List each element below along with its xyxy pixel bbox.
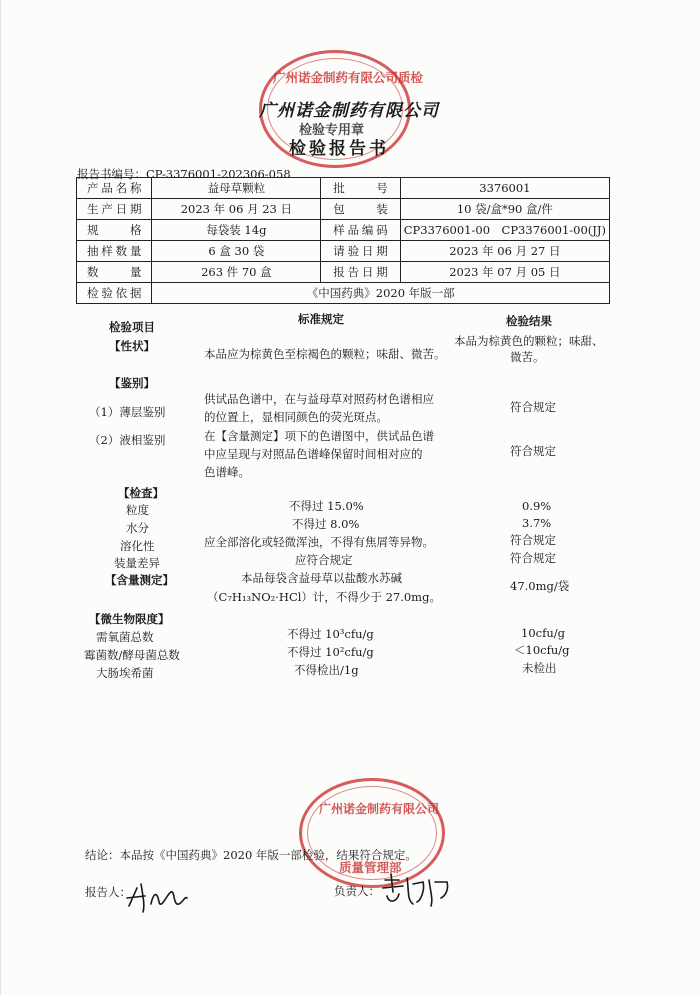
granularity-result: 0.9% bbox=[522, 499, 552, 513]
table-row bbox=[77, 220, 610, 241]
mold-label: 霉菌数/酵母菌总数 bbox=[84, 648, 180, 662]
moisture-label: 水分 bbox=[126, 521, 149, 535]
assay-standard-line2: （C₇H₁₃NO₂·HCl）计，不得少于 27.0mg。 bbox=[207, 590, 441, 604]
reviewer-label: 负责人： bbox=[334, 884, 380, 898]
column-header-item: 检验项目 bbox=[109, 320, 155, 334]
section-character-title: 【性状】 bbox=[109, 339, 155, 353]
aerobic-label: 需氧菌总数 bbox=[96, 630, 154, 644]
table-row bbox=[77, 283, 610, 304]
hplc-label: （2）液相鉴别 bbox=[89, 433, 166, 447]
quantity-label: 数 量 bbox=[77, 262, 152, 283]
fill-standard: 应符合规定 bbox=[295, 553, 353, 567]
hplc-result: 符合规定 bbox=[510, 444, 556, 458]
basis-value: 《中国药典》2020 年版一部 bbox=[152, 283, 610, 304]
batch-label: 批 号 bbox=[321, 178, 400, 199]
assay-standard-line1: 本品每袋含益母草以盐酸水苏碱 bbox=[241, 571, 402, 585]
mold-result: ＜10cfu/g bbox=[514, 643, 570, 657]
info-table bbox=[76, 177, 610, 304]
fill-result: 符合规定 bbox=[510, 551, 556, 565]
moisture-standard: 不得过 8.0% bbox=[292, 517, 360, 531]
report-date-label: 报告日期 bbox=[321, 262, 400, 283]
hplc-standard-line3: 色谱峰。 bbox=[204, 465, 250, 479]
request-date-value: 2023 年 06 月 27 日 bbox=[400, 241, 609, 262]
company-name: 广州诺金制药有限公司 bbox=[259, 101, 439, 121]
column-header-standard: 标准规定 bbox=[298, 312, 344, 326]
request-date-label: 请验日期 bbox=[321, 241, 400, 262]
assay-result: 47.0mg/袋 bbox=[510, 579, 570, 593]
column-header-result: 检验结果 bbox=[506, 314, 552, 328]
tlc-standard-line2: 的位置上，显相同颜色的荧光斑点。 bbox=[204, 410, 388, 424]
product-name-value: 益母草颗粒 bbox=[152, 178, 321, 199]
quality-dept-seal-top-text: 广州诺金制药有限公司 bbox=[319, 802, 440, 816]
hplc-standard-line2: 中应呈现与对照品色谱峰保留时间相对应的 bbox=[204, 447, 423, 461]
solubility-standard: 应全部溶化或轻微浑浊，不得有焦屑等异物。 bbox=[204, 535, 434, 549]
package-label: 包 装 bbox=[321, 199, 400, 220]
section-assay-title: 【含量测定】 bbox=[105, 573, 174, 587]
sample-qty-value: 6 盒 30 袋 bbox=[152, 241, 321, 262]
ecoli-result: 未检出 bbox=[522, 661, 557, 675]
spec-value: 每袋装 14g bbox=[152, 220, 321, 241]
table-row bbox=[77, 241, 610, 262]
fill-label: 装量差异 bbox=[114, 556, 160, 570]
section-inspection-title: 【检查】 bbox=[118, 486, 164, 500]
package-value: 10 袋/盒*90 盒/件 bbox=[400, 199, 609, 220]
prod-date-value: 2023 年 06 月 23 日 bbox=[152, 199, 321, 220]
aerobic-standard: 不得过 10³cfu/g bbox=[287, 627, 374, 641]
character-result-line1: 本品为棕黄色的颗粒；味甜、 bbox=[454, 334, 604, 348]
moisture-result: 3.7% bbox=[522, 516, 552, 530]
section-identification-title: 【鉴别】 bbox=[109, 376, 155, 390]
report-number-label: 报告书编号： bbox=[77, 167, 146, 181]
inspection-seal-bottom-text: 检验专用章 bbox=[299, 123, 365, 138]
quantity-value: 263 件 70 盒 bbox=[152, 262, 321, 283]
spec-label: 规 格 bbox=[77, 220, 152, 241]
reporter-signature bbox=[123, 876, 193, 916]
sample-code-label: 样品编码 bbox=[321, 220, 400, 241]
granularity-standard: 不得过 15.0% bbox=[289, 499, 364, 513]
conclusion: 结论：本品按《中国药典》2020 年版一部检验，结果符合规定。 bbox=[85, 848, 417, 862]
mold-standard: 不得过 10²cfu/g bbox=[287, 645, 374, 659]
tlc-standard-line1: 供试品色谱中，在与益母草对照药材色谱相应 bbox=[204, 392, 434, 406]
page-title: 检验报告书 bbox=[289, 139, 389, 159]
character-result-line2: 微苦。 bbox=[510, 350, 545, 364]
table-row bbox=[77, 199, 610, 220]
prod-date-label: 生产日期 bbox=[77, 199, 152, 220]
sample-qty-label: 抽样数量 bbox=[77, 241, 152, 262]
section-microbial-title: 【微生物限度】 bbox=[89, 612, 170, 626]
aerobic-result: 10cfu/g bbox=[521, 626, 565, 640]
batch-value: 3376001 bbox=[400, 178, 609, 199]
tlc-label: （1）薄层鉴别 bbox=[89, 405, 166, 419]
report-date-value: 2023 年 07 月 05 日 bbox=[400, 262, 609, 283]
product-name-label: 产品名称 bbox=[77, 178, 152, 199]
inspection-seal-top-text: 广州诺金制药有限公司质检 bbox=[273, 70, 424, 85]
basis-label: 检验依据 bbox=[77, 283, 152, 304]
reporter-label: 报告人： bbox=[85, 885, 131, 899]
granularity-label: 粒度 bbox=[126, 503, 149, 517]
table-row bbox=[77, 262, 610, 283]
ecoli-label: 大肠埃希菌 bbox=[96, 666, 154, 680]
solubility-label: 溶化性 bbox=[120, 539, 155, 553]
hplc-standard-line1: 在【含量测定】项下的色谱图中，供试品色谱 bbox=[204, 429, 434, 443]
quality-dept-seal-bottom-text: 质量管理部 bbox=[339, 860, 402, 875]
report-number-value: CP-3376001-202306-058 bbox=[146, 167, 291, 181]
ecoli-standard: 不得检出/1g bbox=[294, 663, 359, 677]
table-row bbox=[77, 178, 610, 199]
sample-code-value: CP3376001-00 CP3376001-00(JJ) bbox=[400, 220, 609, 241]
tlc-result: 符合规定 bbox=[510, 400, 556, 414]
character-standard: 本品应为棕黄色至棕褐色的颗粒；味甜、微苦。 bbox=[204, 347, 446, 361]
reviewer-signature bbox=[379, 870, 459, 910]
solubility-result: 符合规定 bbox=[510, 533, 556, 547]
